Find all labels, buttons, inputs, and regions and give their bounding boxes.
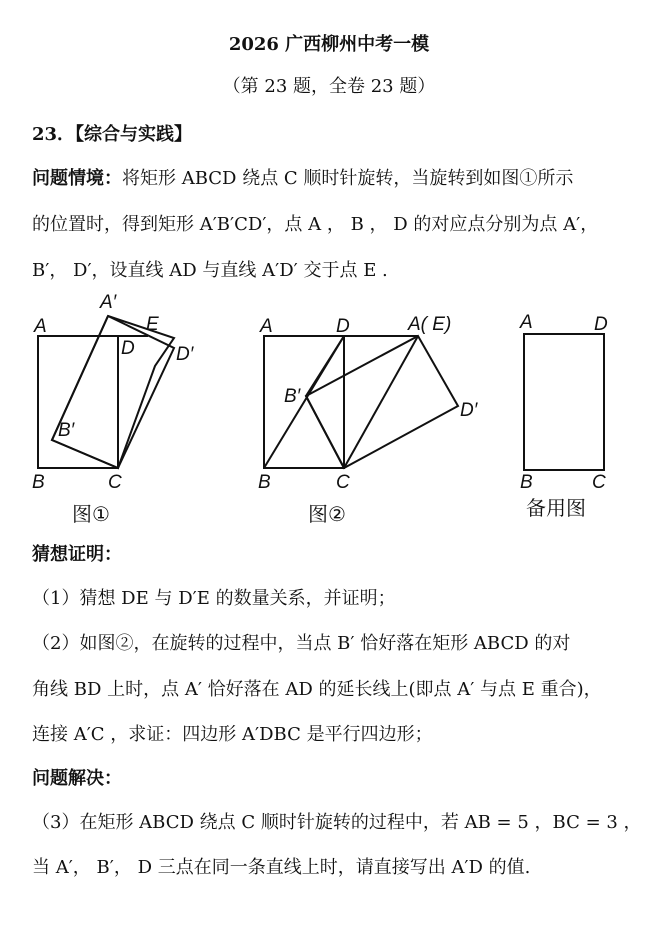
question-1: （1）猜想 DE 与 D′E 的数量关系，并证明； [32, 588, 396, 609]
fig2-label-b: B [258, 472, 271, 488]
problem-context-line3: B′， D′，设直线 AD 与直线 A′D′ 交于点 E . [32, 260, 388, 281]
fig2-caption: 图② [308, 502, 346, 526]
figure-2-svg [248, 288, 498, 488]
conjecture-heading: 猜想证明： [32, 544, 122, 565]
fig2-line-bd-segment [306, 336, 344, 396]
problem-heading: 23．【综合与实践】 [32, 124, 193, 145]
page-subtitle: （第 23 题，全卷 23 题） [222, 76, 436, 97]
fig1-caption: 图① [72, 502, 110, 526]
fig2-line-bc [306, 396, 344, 468]
fig3-rect-abcd [524, 334, 604, 470]
question-2-line1: （2）如图②，在旋转的过程中，当点 B′ 恰好落在矩形 ABCD 的对 [32, 633, 571, 654]
fig3-caption: 备用图 [526, 496, 586, 520]
fig2-label-d: D [336, 316, 350, 337]
figure-1 [28, 288, 218, 492]
problem-context-line2: 的位置时，得到矩形 A′B′CD′，点 A ， B ， D 的对应点分别为点 A′， [32, 214, 599, 235]
problem-context-line1 [32, 164, 632, 190]
fig1-label-a: A [34, 316, 47, 337]
fig2-label-b-prime: B′ [284, 386, 301, 407]
fig2-label-ae: A( E) [408, 314, 452, 335]
fig3-label-c: C [592, 472, 606, 488]
fig3-label-b: B [520, 472, 533, 488]
fig1-label-b: B [32, 472, 45, 488]
fig2-label-d-prime: D′ [460, 400, 478, 421]
figure-3 [512, 288, 622, 492]
figure-3-svg [512, 288, 622, 488]
context-label: 问题情境： [32, 168, 122, 189]
fig1-label-b-prime: B′ [58, 420, 75, 441]
page-title: 2026 广西柳州中考一模 [228, 34, 430, 55]
fig1-label-c: C [108, 472, 122, 488]
question-3-line1: （3）在矩形 ABCD 绕点 C 顺时针旋转的过程中，若 AB = 5 ，BC = 3 ， [32, 812, 642, 833]
fig2-label-a: A [260, 316, 273, 337]
context-text-1: 将矩形 ABCD 绕点 C 顺时针旋转，当旋转到如图①所示 [122, 168, 574, 189]
fig1-label-e: E [146, 314, 159, 335]
fig1-label-a-prime: A′ [100, 292, 117, 313]
solution-heading: 问题解决： [32, 768, 122, 789]
figure-1-svg [28, 288, 218, 488]
fig1-label-d-prime: D′ [176, 344, 194, 365]
question-2-line2: 角线 BD 上时，点 A′ 恰好落在 AD 的延长线上(即点 A′ 与点 E 重合)， [32, 679, 602, 700]
figure-2 [248, 288, 498, 492]
fig1-label-d: D [121, 338, 135, 359]
fig3-label-a: A [520, 312, 533, 333]
fig1-rect-rotated [52, 316, 174, 468]
fig2-label-c: C [336, 472, 350, 488]
fig1-rect-abcd [38, 336, 118, 468]
question-3-line2: 当 A′， B′， D 三点在同一条直线上时，请直接写出 A′D 的值. [32, 857, 531, 878]
question-2-line3: 连接 A′C ，求证：四边形 A′DBC 是平行四边形； [32, 724, 433, 745]
fig3-label-d: D [594, 314, 608, 335]
